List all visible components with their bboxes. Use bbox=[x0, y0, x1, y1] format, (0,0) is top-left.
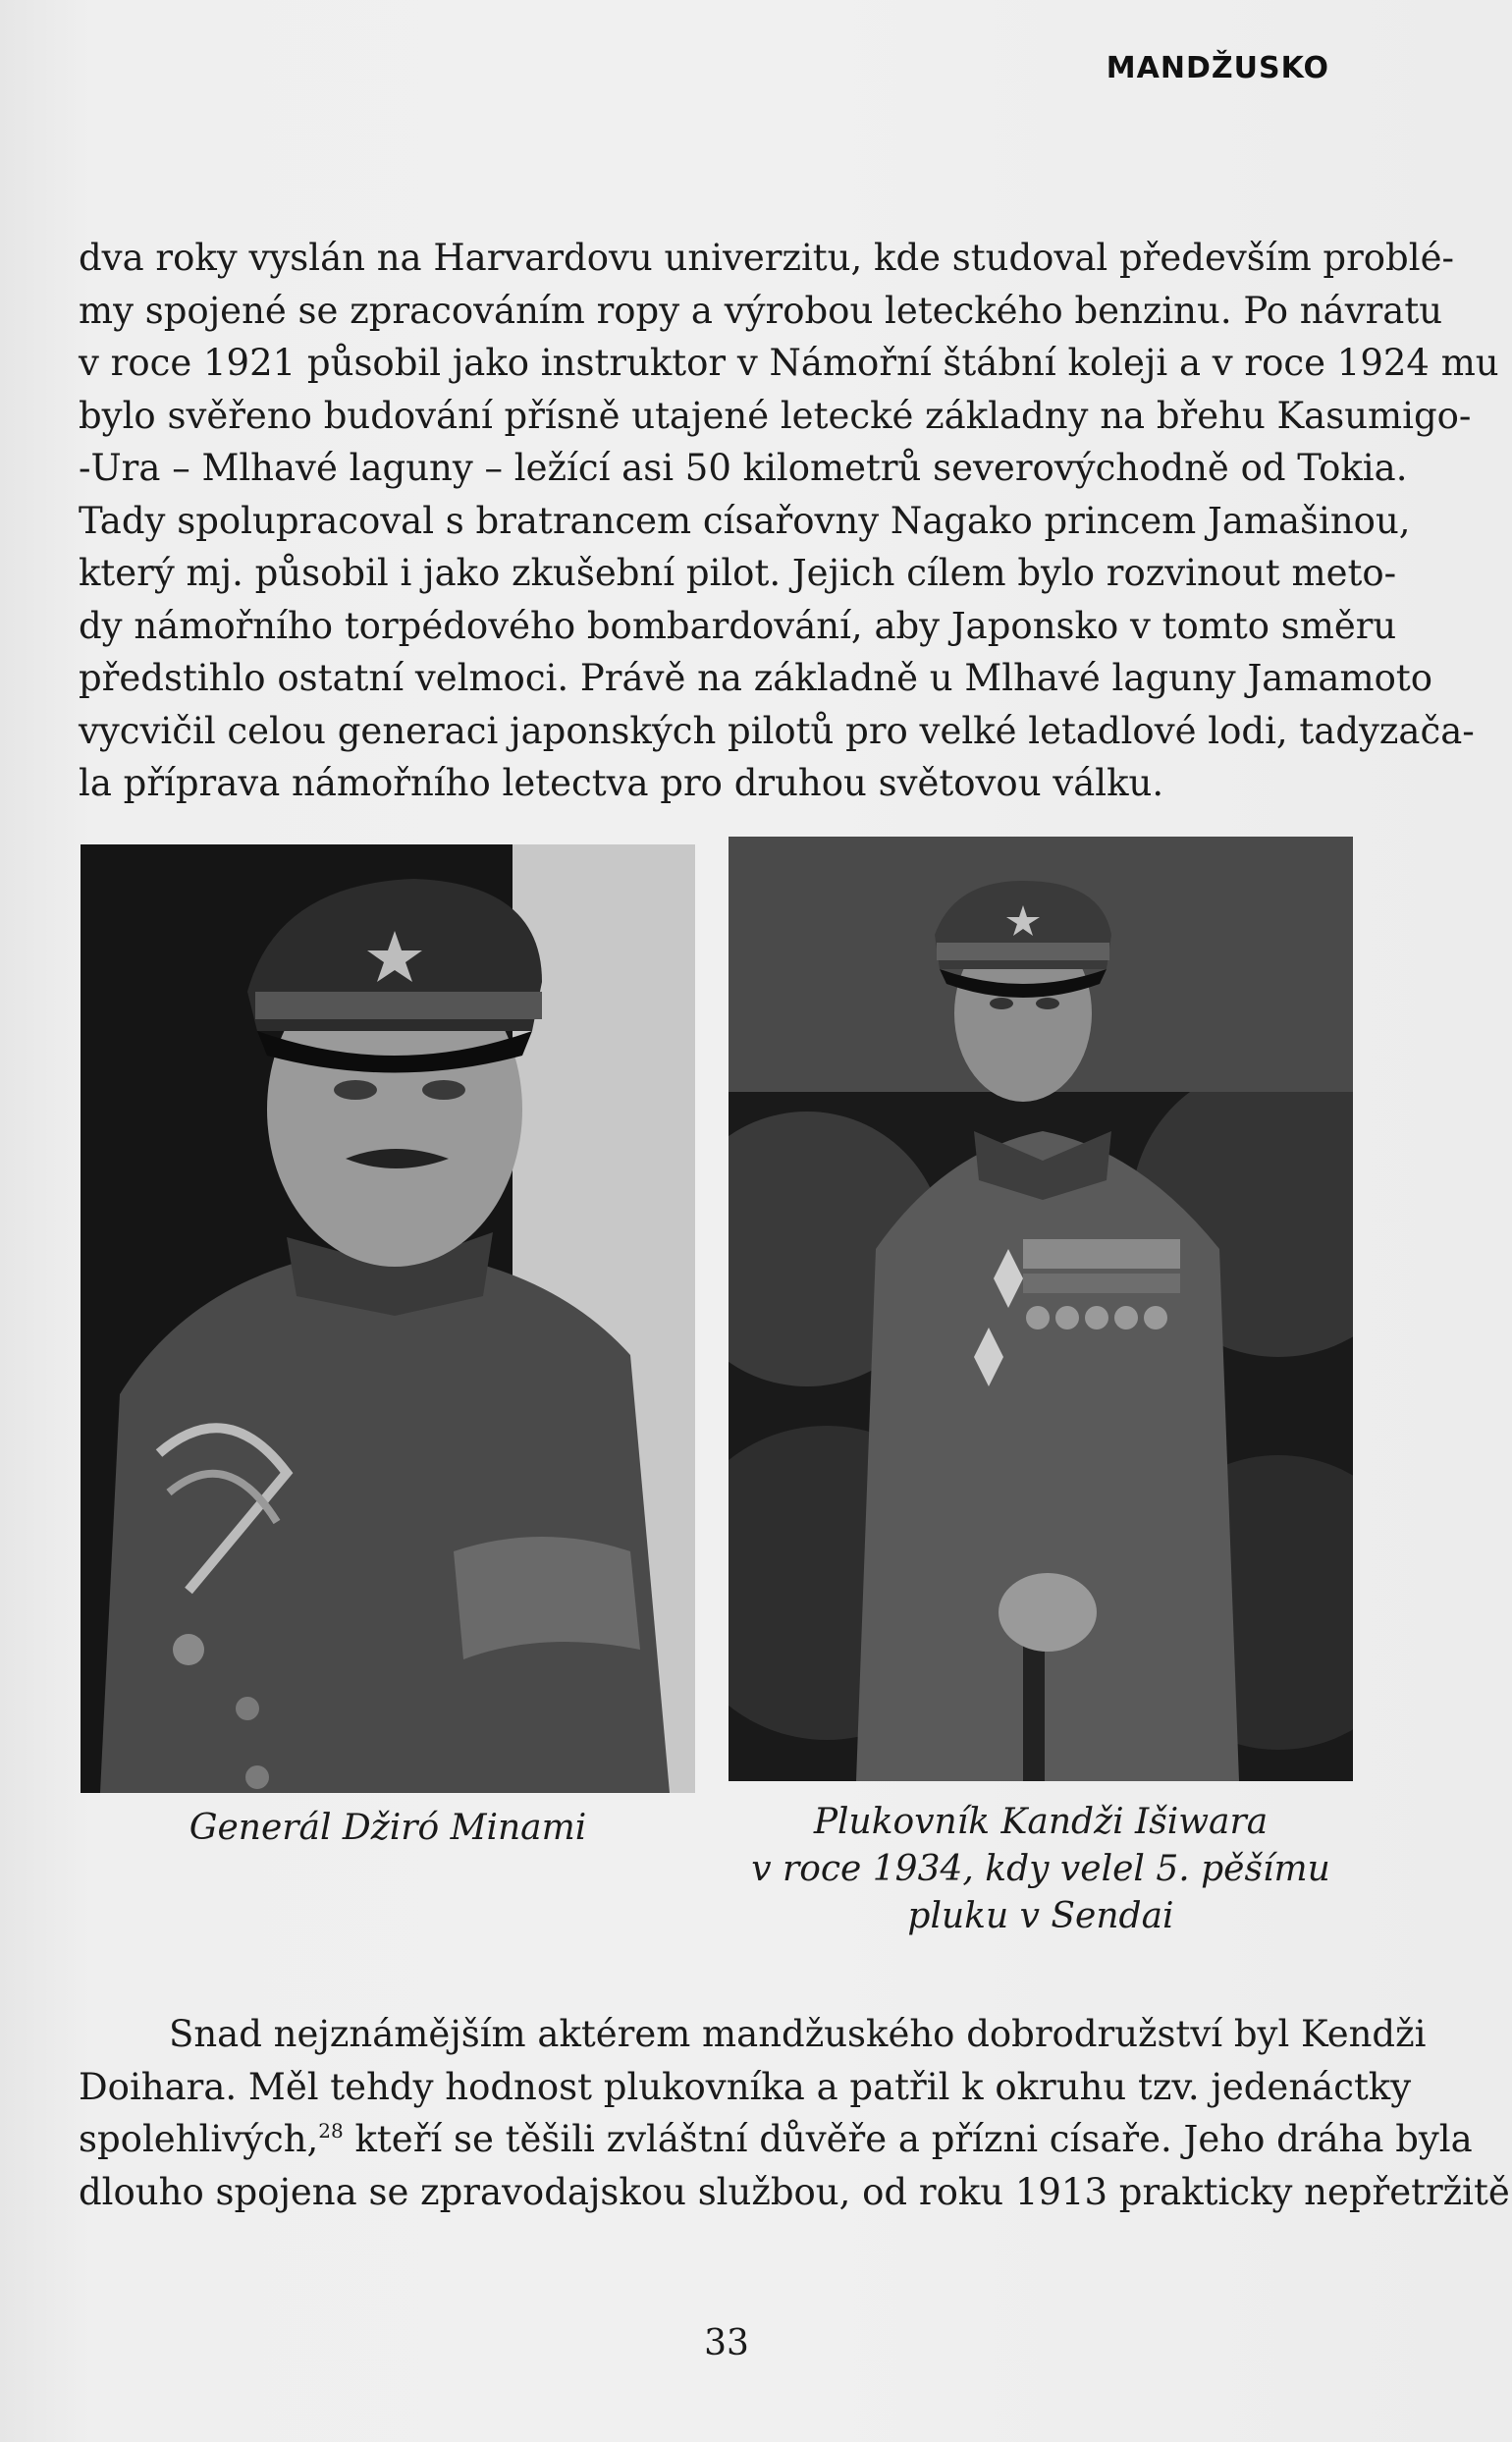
text-line: dy námořního torpédového bombardování, aby Japonsko v tomto směru bbox=[79, 604, 1397, 647]
text-line: předstihlo ostatní velmoci. Právě na základně u Mlhavé laguny Jamamoto bbox=[79, 657, 1432, 699]
text-line: my spojené se zpracováním ropy a výrobou leteckého benzinu. Po návratu bbox=[79, 289, 1443, 332]
text-line: Doihara. Měl tehdy hodnost plukovníka a patřil k okruhu tzv. jedenáctky bbox=[79, 2065, 1412, 2108]
text-line: dlouho spojena se zpravodajskou službou, od roku 1913 prakticky nepřetržitě bbox=[79, 2170, 1510, 2213]
text-line: bylo svěřeno budování přísně utajené letecké základny na břehu Kasumigo- bbox=[79, 394, 1472, 437]
text-fragment: kteří se těšili zvláštní důvěře a přízni císaře. Jeho dráha byla bbox=[343, 2118, 1473, 2160]
footnote-marker: 28 bbox=[318, 2119, 344, 2143]
photo-colonel-ishiwara bbox=[729, 837, 1353, 1781]
text-line: Snad nejznámějším aktérem mandžuského dobrodružství byl Kendži bbox=[169, 2013, 1427, 2055]
caption-left bbox=[81, 1805, 695, 1852]
caption-line: pluku v Sendai bbox=[907, 1896, 1174, 1936]
text-line: dva roky vyslán na Harvardovu univerzitu, kde studoval především problé- bbox=[79, 237, 1454, 279]
caption-line: Plukovník Kandži Išiwara bbox=[813, 1802, 1269, 1842]
text-line: -Ura – Mlhavé laguny – ležící asi 50 kilometrů severovýchodně od Tokia. bbox=[79, 447, 1408, 489]
caption-line: Generál Džiró Minami bbox=[189, 1808, 587, 1848]
caption-line: v roce 1934, kdy velel 5. pěšímu bbox=[751, 1849, 1330, 1889]
caption-right bbox=[729, 1799, 1353, 1940]
paragraph-top bbox=[79, 232, 1499, 810]
text-line: la příprava námořního letectva pro druhou světovou válku. bbox=[79, 762, 1164, 804]
text-line: Tady spolupracoval s bratrancem císařovny Nagako princem Jamašinou, bbox=[79, 499, 1411, 542]
portrait-figure-left bbox=[81, 844, 695, 1793]
portrait-figure-right bbox=[729, 837, 1353, 1781]
text-line: který mj. působil i jako zkušební pilot. Jejich cílem bylo rozvinout meto- bbox=[79, 552, 1397, 594]
text-line bbox=[79, 2113, 1473, 2166]
text-line: vycvičil celou generaci japonských pilotů pro velké letadlové lodi, tadyzača- bbox=[79, 709, 1475, 752]
photo-general-minami bbox=[81, 844, 695, 1793]
paragraph-bottom bbox=[79, 2008, 1510, 2218]
running-head: MANDŽUSKO bbox=[1106, 51, 1329, 85]
page-number: 33 bbox=[704, 2323, 749, 2363]
text-line: v roce 1921 působil jako instruktor v Námořní štábní koleji a v roce 1924 mu bbox=[79, 342, 1499, 384]
text-fragment: spolehlivých, bbox=[79, 2118, 319, 2160]
